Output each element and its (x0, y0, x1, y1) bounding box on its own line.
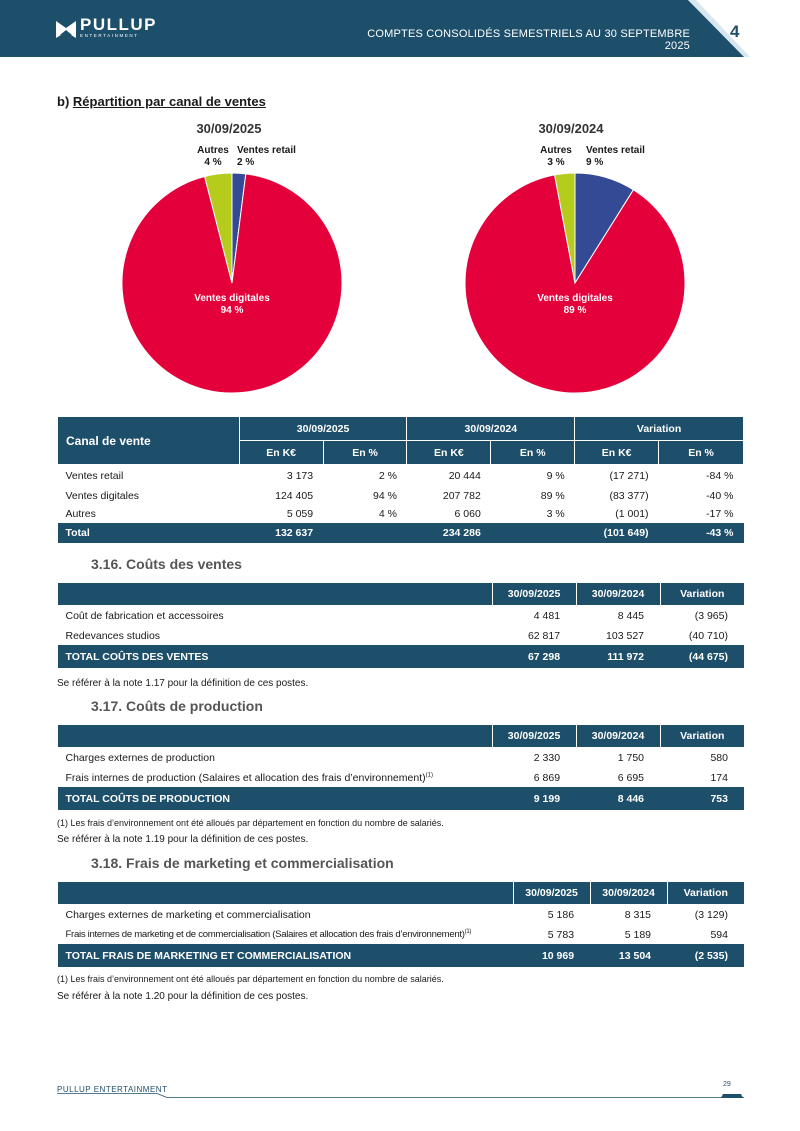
footnote-text: (1) Les frais d’environnement ont été alloués par département en fonction du nombre de salariés. (57, 818, 444, 828)
col-header: 30/09/2025 (513, 882, 590, 904)
document-title: COMPTES CONSOLIDÉS SEMESTRIELS AU 30 SEPTEMBRE 2025 (367, 28, 690, 52)
frais-marketing-table (57, 882, 744, 967)
table-row: Ventes retail 3 173 2 % 20 444 9 % (17 271) -84 % (65, 469, 734, 482)
footnote-text: (1) Les frais d’environnement ont été alloués par département en fonction du nombre de salariés. (57, 974, 444, 984)
chapter-tab (688, 0, 800, 57)
col-header: 30/09/2024 (576, 725, 660, 747)
group-header-2024: 30/09/2024 (407, 417, 575, 441)
logo-mark-icon (56, 18, 76, 38)
section-title-couts-production: 3.17. Coûts de production (91, 698, 263, 714)
note-text: Se référer à la note 1.19 pour la définition de ces postes. (57, 834, 309, 845)
sub-header-pct: En % (659, 441, 744, 465)
section-heading: b) Répartition par canal de ventes (57, 94, 266, 109)
table-row: Redevances studios 62 817 103 527 (40 710) (65, 630, 728, 642)
pie-label-retail-2025: Ventes retail 2 % (237, 145, 296, 168)
pie-label-digital-2024: Ventes digitales 89 % (537, 293, 613, 316)
col-header: 30/09/2024 (576, 583, 660, 605)
page-header (0, 0, 800, 57)
table-row: Frais internes de production (Salaires et allocation des frais d’environnement)$^{(1)}$ 6 869 6 695 174 (65, 772, 728, 784)
pie-label-retail-2024: Ventes retail 9 % (586, 145, 645, 168)
pie-chart-2024 (464, 172, 686, 394)
col-header: 30/09/2024 (590, 882, 667, 904)
sub-header-k: En K€ (239, 441, 323, 465)
pie-label-autres-2025: Autres 4 % (197, 145, 229, 168)
sub-header-k: En K€ (407, 441, 491, 465)
note-text: Se référer à la note 1.20 pour la définition de ces postes. (57, 991, 309, 1002)
col-header: 30/09/2025 (492, 725, 576, 747)
canal-header: Canal de vente (58, 417, 240, 465)
sub-header-k: En K€ (575, 441, 659, 465)
col-header: Variation (667, 882, 744, 904)
note-text: Se référer à la note 1.17 pour la définition de ces postes. (57, 678, 309, 689)
table-total-row: Total 132 637 234 286 (101 649) -43 % (58, 523, 744, 543)
group-header-variation: Variation (575, 417, 744, 441)
couts-ventes-table (57, 583, 744, 668)
table-total-row: TOTAL COÛTS DES VENTES 67 298 111 972 (44 675) (58, 645, 745, 668)
col-header: Variation (660, 725, 744, 747)
logo-text: PULLUP (80, 15, 157, 34)
table-row: Autres 5 059 4 % 6 060 3 % (1 001) -17 % (65, 507, 734, 520)
page-number: 29 (723, 1081, 731, 1088)
table-row: Charges externes de production 2 330 1 750 580 (65, 752, 728, 764)
table-total-row: TOTAL COÛTS DE PRODUCTION 9 199 8 446 753 (58, 787, 745, 810)
section-title-couts-ventes: 3.16. Coûts des ventes (91, 556, 242, 572)
group-header-2025: 30/09/2025 (239, 417, 407, 441)
table-row: Frais internes de marketing et de commercialisation (Salaires et allocation des frais d’environnement)$^{(1)}$ 5 783 5 189 594 (65, 929, 728, 941)
company-logo (56, 17, 157, 38)
sub-header-pct: En % (491, 441, 575, 465)
table-row: Coût de fabrication et accessoires 4 481 8 445 (3 965) (65, 610, 728, 622)
chapter-number: 4 (730, 22, 740, 41)
col-header: 30/09/2025 (492, 583, 576, 605)
logo-subtext: ENTERTAINMENT (80, 33, 139, 38)
table-row: Charges externes de marketing et commercialisation 5 186 8 315 (3 129) (65, 909, 728, 921)
canal-table (57, 416, 744, 543)
couts-production-table (57, 725, 744, 810)
pie-label-digital-2025: Ventes digitales 94 % (194, 293, 270, 316)
pie-label-autres-2024: Autres 3 % (540, 145, 572, 168)
pie-title-2024: 30/09/2024 (538, 121, 604, 136)
section-title-frais-marketing: 3.18. Frais de marketing et commercialisation (91, 855, 394, 871)
sub-header-pct: En % (323, 441, 407, 465)
table-row: Ventes digitales 124 405 94 % 207 782 89 % (83 377) -40 % (65, 489, 734, 502)
footer-brand: PULLUP ENTERTAINMENT (57, 1085, 168, 1094)
pie-chart-2025 (121, 172, 343, 394)
col-header: Variation (660, 583, 744, 605)
pie-title-2025: 30/09/2025 (196, 121, 262, 136)
table-total-row: TOTAL FRAIS DE MARKETING ET COMMERCIALISATION 10 969 13 504 (2 535) (58, 944, 745, 967)
